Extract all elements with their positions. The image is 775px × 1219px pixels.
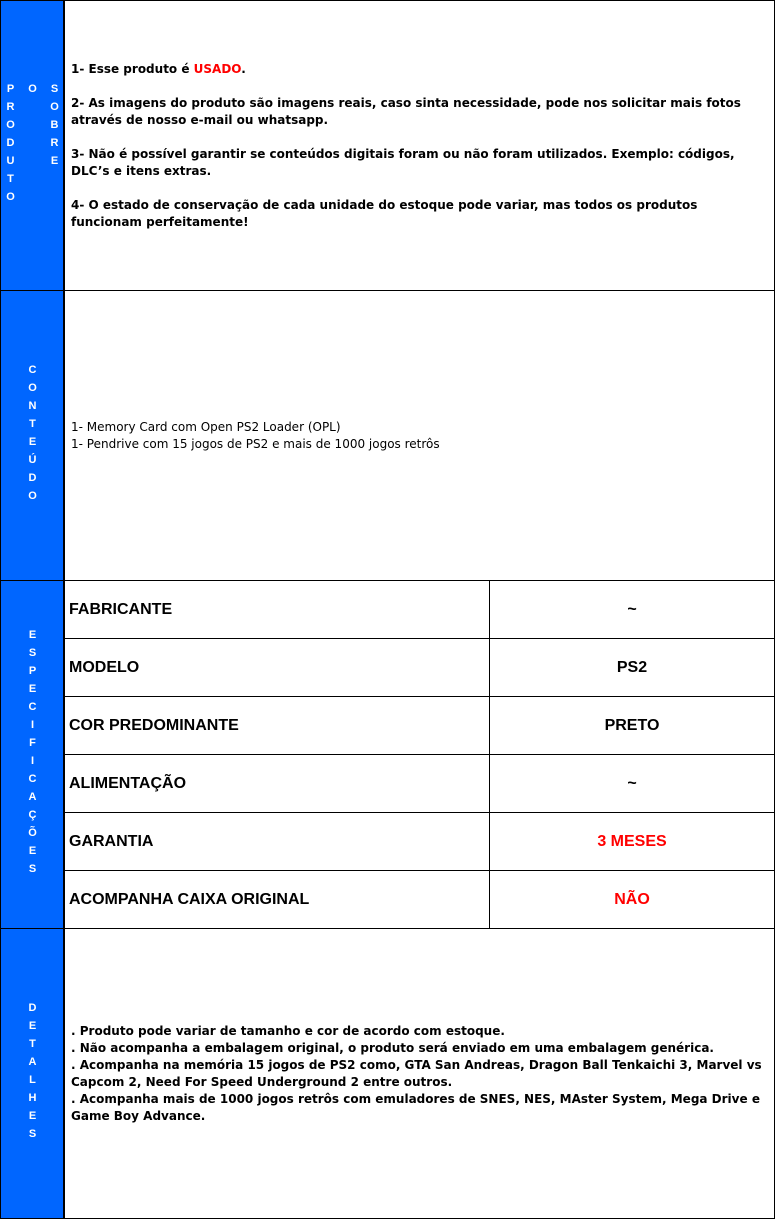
spec-row-caixa-original [65,871,774,928]
section-label-detalhes [1,929,65,1218]
section-content-conteudo [65,291,774,580]
section-especificacoes [0,580,775,929]
spec-label: GARANTIA [65,813,490,870]
section-conteudo [0,290,775,581]
spec-value: PRETO [604,716,660,734]
spec-row-fabricante [65,581,774,639]
detalhes-line: . Acompanha na memória 15 jogos de PS2 como, GTA San Andreas, Dragon Ball Tenkaichi 3, Marvel vs Capcom 2, Need For Speed Underground 2 entre outros. [71,1057,762,1089]
spec-value: ~ [627,774,637,792]
sobre-p1-prefix: 1- Esse produto é [71,61,194,76]
section-content-detalhes [65,929,774,1218]
section-detalhes [0,928,775,1219]
spec-label: COR PREDOMINANTE [65,697,490,754]
detalhes-line: . Não acompanha a embalagem original, o produto será enviado em uma embalagem genérica. [71,1040,714,1055]
section-label-conteudo-text: CONTEÚDO [26,363,39,508]
spec-table [65,581,774,928]
spec-row-cor [65,697,774,755]
sobre-p1-suffix: . [241,61,246,76]
spec-value-highlight: NÃO [614,890,650,908]
section-sobre-produto [0,0,775,291]
sobre-paragraph-4: 4- O estado de conservação de cada unidade do estoque pode variar, mas todos os produtos funcionam perfeitamente! [71,197,698,229]
spec-value: ~ [627,600,637,618]
detalhes-line: . Produto pode variar de tamanho e cor de acordo com estoque. [71,1023,505,1038]
usado-highlight: USADO [193,61,242,76]
section-label-especificacoes [1,581,65,928]
section-label-sobre-text: SOBRE O PRODUTO [4,82,61,209]
conteudo-item: 1- Memory Card com Open PS2 Loader (OPL) [71,419,341,434]
section-content-sobre [65,1,774,290]
conteudo-item: 1- Pendrive com 15 jogos de PS2 e mais de 1000 jogos retrôs [71,436,440,451]
sobre-paragraph-3: 3- Não é possível garantir se conteúdos digitais foram ou não foram utilizados. Exemplo: códigos, DLC’s e itens extras. [71,146,735,178]
section-label-conteudo [1,291,65,580]
spec-value-highlight: 3 MESES [597,832,667,850]
sobre-paragraph-2: 2- As imagens do produto são imagens reais, caso sinta necessidade, pode nos solicitar mais fotos através de nosso e-mail ou whatsapp. [71,95,741,127]
spec-label: ACOMPANHA CAIXA ORIGINAL [65,871,490,928]
spec-value: PS2 [616,658,648,676]
spec-row-garantia [65,813,774,871]
section-label-sobre [1,1,65,290]
spec-row-alimentacao [65,755,774,813]
spec-label: FABRICANTE [65,581,490,638]
section-label-detalhes-text: DETALHES [26,1001,39,1146]
spec-row-modelo [65,639,774,697]
detalhes-line: . Acompanha mais de 1000 jogos retrôs com emuladores de SNES, NES, MAster System, Mega Drive e Game Boy Advance. [71,1091,760,1123]
spec-label: ALIMENTAÇÃO [65,755,490,812]
sobre-paragraph-1 [71,61,768,78]
section-label-especificacoes-text: ESPECIFICAÇÕES [26,628,39,881]
spec-label: MODELO [65,639,490,696]
